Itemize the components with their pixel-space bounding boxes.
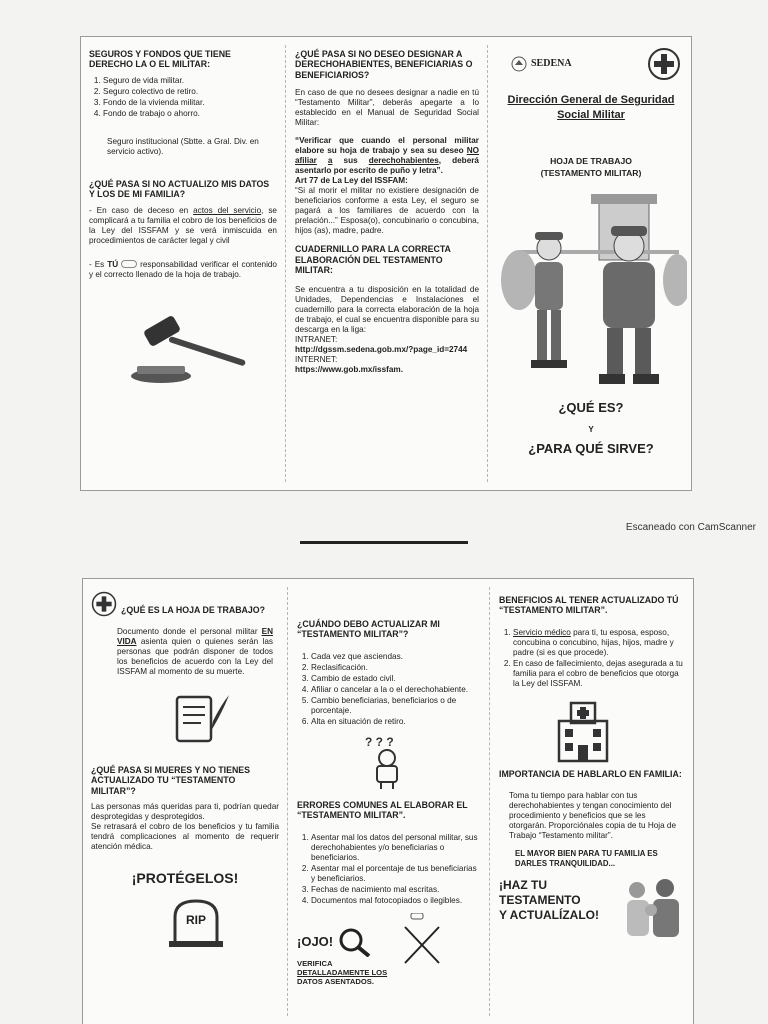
- panel-no-designar: [287, 37, 487, 490]
- heading-importancia: IMPORTANCIA DE HABLARLO EN FAMILIA:: [499, 768, 682, 779]
- paragraph: Se retrasará el cobro de los beneficios y tu familia tendrá complicaciones al momento de requerir atención médica.: [91, 822, 279, 852]
- list-item: 6. Alta en situación de retiro.: [311, 717, 481, 727]
- list-item: 2. Seguro colectivo de retiro.: [103, 87, 277, 97]
- heading-no-actualizo: ¿QUÉ PASA SI NO ACTUALIZO MIS DATOS Y LOS DE MI FAMILIA?: [89, 178, 270, 200]
- panel-cuando-actualizar: [289, 579, 489, 1024]
- paragraph: Las personas más queridas para ti, podrían quedar desprotegidas y desprotegidos.: [91, 802, 279, 822]
- svg-text:? ? ?: ? ? ?: [365, 734, 394, 749]
- list-item: 4. Fondo de trabajo o ahorro.: [103, 109, 277, 119]
- heading-seguros: SEGUROS Y FONDOS QUE TIENE DERECHO LA O EL MILITAR:: [89, 49, 231, 70]
- heading-errores-comunes: ERRORES COMUNES AL ELABORAR EL “TESTAMENTO MILITAR”.: [297, 799, 468, 821]
- soldiers-illustration: [499, 190, 687, 400]
- ojo-label: ¡OJO!: [297, 933, 334, 949]
- paragraph: Toma tu tiempo para hablar con tus derechohabientes y tengan conocimiento del procedimiento y beneficios que se les otorgarán. Proporciónales copia de tu Hoja de Trabajo “Testamento militar”.: [509, 791, 677, 841]
- note-seguro-institucional: Seguro institucional (Sbtte. a Gral. Div. en servicio activo).: [107, 136, 259, 156]
- list-item: - En caso de deceso en actos del servicio, se complicará a tu familia el cobro de los beneficios de la Ley del ISSFAM y se verá inmiscuida en procedimientos de carácter legal y civil: [89, 205, 277, 245]
- panel-seguros: [81, 37, 285, 490]
- internet-link[interactable]: https://www.gob.mx/issfam.: [295, 365, 403, 375]
- brochure-outer-side: [80, 36, 692, 491]
- heading-beneficios: BENEFICIOS AL TENER ACTUALIZADO TÚ “TESTAMENTO MILITAR”.: [499, 595, 679, 616]
- scanner-watermark: Escaneado con CamScanner: [625, 522, 756, 533]
- intranet-link[interactable]: http://dgssm.sedena.gob.mx/?page_id=2744: [295, 345, 468, 355]
- heading-cuadernillo: CUADERNILLO PARA LA CORRECTA ELABORACIÓN DEL TESTAMENTO MILITAR:: [295, 244, 451, 275]
- magnifier-icon: [337, 927, 371, 957]
- heading-que-es-hoja: ¿QUÉ ES LA HOJA DE TRABAJO?: [121, 604, 266, 615]
- paragraph: Documento donde el personal militar EN VIDA asienta quien o quienes serán las personas que podrán disponer de todos los beneficios de acuerdo con la Ley del ISSFAM al momento de su muerte.: [117, 627, 273, 676]
- list-item: 2. En caso de fallecimiento, dejas asegurada a tu familia para el cobro de beneficios que otorga la Ley del ISSFAM.: [513, 659, 687, 689]
- intranet-label: INTRANET:: [295, 335, 338, 345]
- document-quill-icon: [171, 691, 231, 747]
- list-item: 5. Cambio beneficiarias, beneficiarios o de porcentaje.: [311, 696, 481, 716]
- fold-line: [487, 45, 488, 482]
- paragraph: Se encuentra a tu disposición en la totalidad de Unidades, Dependencias e Instalaciones el cuadernillo para la correcta elaboración de la hoja de trabajo, el cual se encuentra disponible para su descarga en la liga:: [295, 285, 479, 335]
- list-item: 1. Asentar mal los datos del personal militar, sus derechohabientes y/o beneficiarias o beneficiarios.: [311, 833, 481, 863]
- confused-soldier-icon: [361, 734, 413, 790]
- list-item: 4. Documentos mal fotocopiados o ilegibles.: [311, 896, 481, 906]
- verifica-label: VERIFICA: [297, 958, 333, 968]
- tombstone-icon: RIP: [167, 897, 225, 947]
- detalladamente-label: DETALLADAMENTE LOS: [297, 967, 388, 977]
- sedena-logo: SEDENA: [511, 56, 572, 72]
- datos-asentados-label: DATOS ASENTADOS.: [297, 977, 374, 986]
- fold-line: [489, 587, 490, 1016]
- page-divider: [300, 541, 468, 544]
- question-que-es: ¿QUÉ ES?: [558, 399, 624, 415]
- pointing-hand-icon: [121, 260, 137, 268]
- cta-protegelos: ¡PROTÉGELOS!: [131, 870, 239, 887]
- eagle-icon: [511, 56, 527, 72]
- list-item: 3. Fechas de nacimiento mal escritas.: [311, 885, 481, 895]
- internet-label: INTERNET:: [295, 355, 338, 365]
- list-item: 3. Cambio de estado civil.: [311, 674, 481, 684]
- seguridad-social-emblem-icon: [647, 47, 681, 81]
- list-cuando-actualizar: [311, 652, 481, 727]
- hospital-icon: [555, 701, 611, 763]
- page-title: Dirección General de Seguridad Social Militar: [507, 94, 675, 121]
- mayor-bien-text: EL MAYOR BIEN PARA TU FAMILIA ES DARLES TRANQUILIDAD...: [515, 849, 658, 868]
- heading-row: [91, 591, 279, 617]
- heading-cuando-actualizar: ¿CUÁNDO DEBO ACTUALIZAR MI “TESTAMENTO MILITAR”?: [297, 619, 440, 640]
- panel-beneficios: [491, 579, 695, 1024]
- list-item: 1. Servicio médico para ti, tu esposa, esposo, concubina o concubino, hijas, hijos, madre y padre (si es que procede).: [513, 628, 687, 658]
- list-item: 3. Fondo de la vivienda militar.: [103, 98, 277, 108]
- list-item: 1. Cada vez que asciendas.: [311, 652, 481, 662]
- list-item: 2. Reclasificación.: [311, 663, 481, 673]
- cross-mark-icon: [399, 913, 445, 967]
- cta-row: [499, 874, 687, 940]
- list-item: 1. Seguro de vida militar.: [103, 76, 277, 86]
- list-beneficios: [513, 628, 687, 689]
- article-text: “Si al morir el militar no existiere designación de beneficiarios conforme a esta Ley, el seguro se pagará a los familiares de acuerdo con la prelación...” Esposa(o), concubinario o concubina, hijos (as), madre, padre.: [295, 186, 479, 236]
- seguridad-social-emblem-icon: [91, 591, 117, 617]
- panel-portada: [489, 37, 693, 490]
- list-item: 4. Afiliar o cancelar a la o el derechohabiente.: [311, 685, 481, 695]
- header-logos: [497, 47, 685, 81]
- list-seguros: [103, 76, 277, 119]
- article-label: Art 77 de La Ley del ISSFAM:: [295, 176, 408, 186]
- paragraph: En caso de que no desees designar a nadie en tú “Testamento Militar”, deberás apegarte a lo establecido en el Manual de Seguridad Social Militar:: [295, 88, 479, 128]
- question-para-que-sirve: ¿PARA QUÉ SIRVE?: [528, 441, 654, 457]
- gavel-icon: [125, 314, 255, 389]
- bullets-no-actualizo: [89, 206, 277, 280]
- ojo-block: [297, 913, 393, 987]
- fold-line: [285, 45, 286, 482]
- heading-no-designar: ¿QUÉ PASA SI NO DESEO DESIGNAR A DERECHOHABIENTES, BENEFICIARIAS O BENEFICIARIOS?: [295, 49, 473, 80]
- list-item: 2. Asentar mal el porcentaje de tus beneficiarias y beneficiarios.: [311, 864, 481, 884]
- conjunction: Y: [588, 425, 594, 435]
- quote-manual: “Verificar que cuando el personal militar elabore su hoja de trabajo y sea su deseo NO afiliar a sus derechohabientes, deberá asentarlo por escrito de puño y letra”.: [295, 136, 479, 176]
- brochure-inner-side: [82, 578, 694, 1024]
- list-item: - Es TÚ responsabilidad verificar el contenido y el correcto llenado de la hoja de trabajo.: [89, 259, 277, 279]
- family-illustration: [615, 874, 687, 940]
- panel-hoja-de-trabajo: [83, 579, 287, 1024]
- cta-haz-tu-testamento: ¡HAZ TU TESTAMENTO Y ACTUALÍZALO!: [499, 878, 599, 923]
- fold-line: [287, 587, 288, 1016]
- subtitle: HOJA DE TRABAJO (TESTAMENTO MILITAR): [540, 155, 642, 179]
- ojo-row: [297, 913, 481, 987]
- list-errores: [311, 833, 481, 906]
- heading-si-mueres: ¿QUÉ PASA SI MUERES Y NO TIENES ACTUALIZADO TU “TESTAMENTO MILITAR”?: [91, 765, 251, 796]
